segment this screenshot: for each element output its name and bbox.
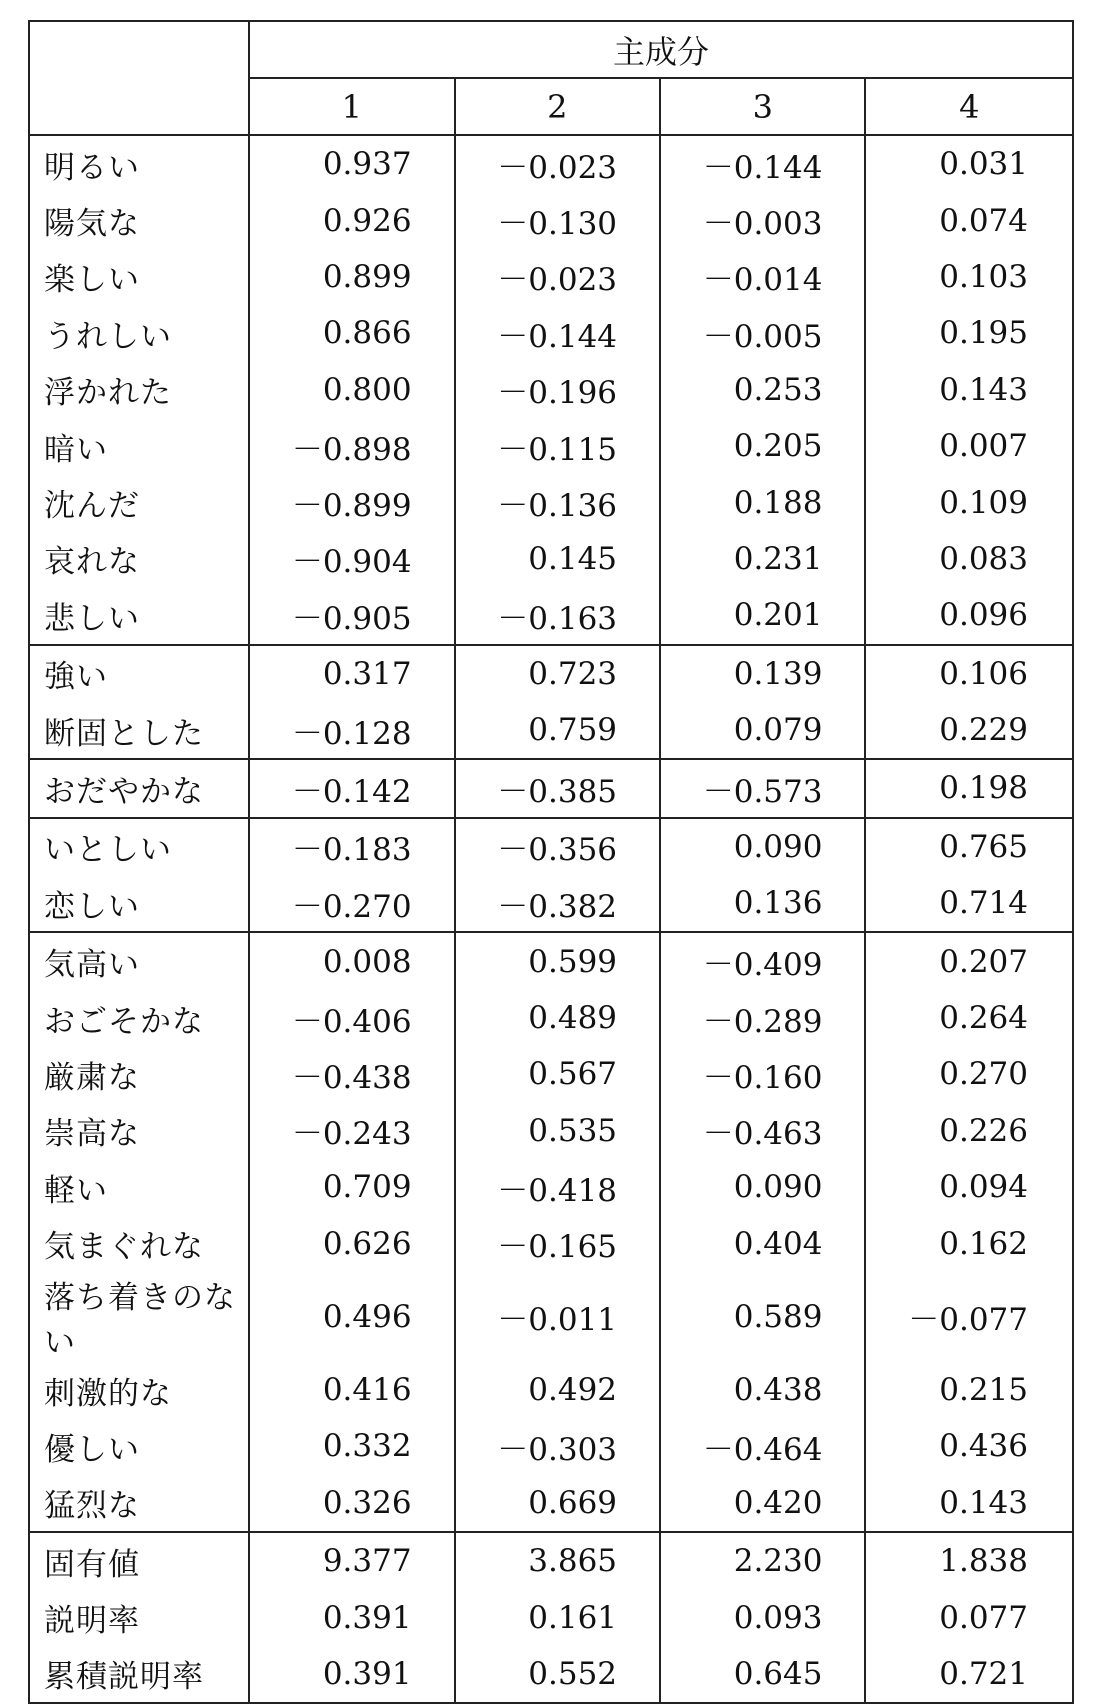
value-cell-component-4: 0.143 bbox=[865, 1475, 1073, 1532]
value-cell-component-1: 0.332 bbox=[249, 1418, 454, 1474]
value-cell-component-2: 0.669 bbox=[455, 1475, 660, 1532]
value-cell-component-3: 0.139 bbox=[660, 645, 865, 702]
value-cell-component-2: 0.723 bbox=[455, 645, 660, 702]
value-cell-component-2: －0.023 bbox=[455, 249, 660, 305]
header-corner-cell bbox=[29, 21, 249, 135]
value-cell-component-2: －0.011 bbox=[455, 1272, 660, 1362]
header-row-group bbox=[29, 21, 1073, 78]
table-body bbox=[29, 135, 1073, 1703]
value-cell-component-1: －0.270 bbox=[249, 875, 454, 932]
value-cell-component-3: 0.420 bbox=[660, 1475, 865, 1532]
row-label: 強い bbox=[29, 645, 249, 702]
value-cell-component-2: －0.382 bbox=[455, 875, 660, 932]
value-cell-component-3: －0.014 bbox=[660, 249, 865, 305]
value-cell-component-3: 0.205 bbox=[660, 418, 865, 474]
value-cell-component-3: －0.463 bbox=[660, 1103, 865, 1159]
table-row bbox=[29, 1159, 1073, 1215]
row-label: 軽い bbox=[29, 1159, 249, 1215]
value-cell-component-1: 0.317 bbox=[249, 645, 454, 702]
value-cell-component-4: 0.103 bbox=[865, 249, 1073, 305]
value-cell-component-2: －0.385 bbox=[455, 759, 660, 817]
value-cell-component-3: 0.188 bbox=[660, 474, 865, 530]
value-cell-component-1: 0.391 bbox=[249, 1589, 454, 1645]
table-row bbox=[29, 702, 1073, 759]
value-cell-component-4: 0.031 bbox=[865, 135, 1073, 192]
value-cell-component-1: 0.416 bbox=[249, 1362, 454, 1418]
table-row bbox=[29, 587, 1073, 644]
principal-component-header: 主成分 bbox=[249, 21, 1073, 78]
value-cell-component-4: 0.229 bbox=[865, 702, 1073, 759]
table-row bbox=[29, 1532, 1073, 1589]
row-label: 恋しい bbox=[29, 875, 249, 932]
row-label: 厳粛な bbox=[29, 1046, 249, 1102]
value-cell-component-1: －0.243 bbox=[249, 1103, 454, 1159]
value-cell-component-4: 0.264 bbox=[865, 990, 1073, 1046]
row-label: うれしい bbox=[29, 305, 249, 361]
value-cell-component-3: －0.005 bbox=[660, 305, 865, 361]
value-cell-component-4: 0.162 bbox=[865, 1215, 1073, 1271]
table-row bbox=[29, 418, 1073, 474]
row-label: 気高い bbox=[29, 932, 249, 989]
row-label: 楽しい bbox=[29, 249, 249, 305]
row-label: 刺激的な bbox=[29, 1362, 249, 1418]
value-cell-component-3: 0.253 bbox=[660, 362, 865, 418]
table-row bbox=[29, 1362, 1073, 1418]
value-cell-component-4: 1.838 bbox=[865, 1532, 1073, 1589]
table-row bbox=[29, 1475, 1073, 1532]
value-cell-component-4: 0.083 bbox=[865, 531, 1073, 587]
value-cell-component-2: －0.023 bbox=[455, 135, 660, 192]
table-row bbox=[29, 759, 1073, 817]
value-cell-component-2: 0.535 bbox=[455, 1103, 660, 1159]
value-cell-component-1: －0.899 bbox=[249, 474, 454, 530]
row-label: 暗い bbox=[29, 418, 249, 474]
row-label: 累積説明率 bbox=[29, 1646, 249, 1703]
table-row bbox=[29, 875, 1073, 932]
value-cell-component-4: 0.143 bbox=[865, 362, 1073, 418]
value-cell-component-3: －0.409 bbox=[660, 932, 865, 989]
table-row bbox=[29, 1418, 1073, 1474]
value-cell-component-4: 0.215 bbox=[865, 1362, 1073, 1418]
value-cell-component-4: 0.094 bbox=[865, 1159, 1073, 1215]
table-row bbox=[29, 135, 1073, 192]
value-cell-component-3: 0.090 bbox=[660, 818, 865, 875]
value-cell-component-3: －0.160 bbox=[660, 1046, 865, 1102]
table-row bbox=[29, 362, 1073, 418]
table-row bbox=[29, 1103, 1073, 1159]
value-cell-component-4: 0.109 bbox=[865, 474, 1073, 530]
column-header-4: 4 bbox=[865, 78, 1073, 135]
value-cell-component-4: 0.077 bbox=[865, 1589, 1073, 1645]
value-cell-component-1: 9.377 bbox=[249, 1532, 454, 1589]
value-cell-component-1: 0.926 bbox=[249, 192, 454, 248]
table-row bbox=[29, 531, 1073, 587]
value-cell-component-2: －0.356 bbox=[455, 818, 660, 875]
row-label: 猛烈な bbox=[29, 1475, 249, 1532]
value-cell-component-3: 0.645 bbox=[660, 1646, 865, 1703]
table-row bbox=[29, 1272, 1073, 1362]
value-cell-component-4: 0.074 bbox=[865, 192, 1073, 248]
row-label: 哀れな bbox=[29, 531, 249, 587]
value-cell-component-2: 3.865 bbox=[455, 1532, 660, 1589]
table-row bbox=[29, 1046, 1073, 1102]
row-label: 崇高な bbox=[29, 1103, 249, 1159]
value-cell-component-2: 0.161 bbox=[455, 1589, 660, 1645]
value-cell-component-4: 0.007 bbox=[865, 418, 1073, 474]
principal-component-table bbox=[28, 20, 1074, 1704]
value-cell-component-3: －0.003 bbox=[660, 192, 865, 248]
value-cell-component-3: 0.136 bbox=[660, 875, 865, 932]
value-cell-component-4: 0.226 bbox=[865, 1103, 1073, 1159]
value-cell-component-1: 0.496 bbox=[249, 1272, 454, 1362]
value-cell-component-2: －0.418 bbox=[455, 1159, 660, 1215]
row-label: 固有値 bbox=[29, 1532, 249, 1589]
table-row bbox=[29, 192, 1073, 248]
value-cell-component-3: －0.573 bbox=[660, 759, 865, 817]
table-row bbox=[29, 474, 1073, 530]
value-cell-component-2: －0.303 bbox=[455, 1418, 660, 1474]
value-cell-component-3: －0.144 bbox=[660, 135, 865, 192]
row-label: 気まぐれな bbox=[29, 1215, 249, 1271]
value-cell-component-4: 0.765 bbox=[865, 818, 1073, 875]
value-cell-component-2: －0.115 bbox=[455, 418, 660, 474]
value-cell-component-1: 0.626 bbox=[249, 1215, 454, 1271]
value-cell-component-1: －0.142 bbox=[249, 759, 454, 817]
row-label: 明るい bbox=[29, 135, 249, 192]
value-cell-component-4: 0.195 bbox=[865, 305, 1073, 361]
value-cell-component-1: －0.905 bbox=[249, 587, 454, 644]
table-row bbox=[29, 645, 1073, 702]
value-cell-component-1: 0.937 bbox=[249, 135, 454, 192]
row-label: 悲しい bbox=[29, 587, 249, 644]
value-cell-component-3: －0.289 bbox=[660, 990, 865, 1046]
value-cell-component-3: －0.464 bbox=[660, 1418, 865, 1474]
row-label: 優しい bbox=[29, 1418, 249, 1474]
value-cell-component-2: 0.759 bbox=[455, 702, 660, 759]
value-cell-component-4: 0.106 bbox=[865, 645, 1073, 702]
value-cell-component-1: 0.326 bbox=[249, 1475, 454, 1532]
row-label: 説明率 bbox=[29, 1589, 249, 1645]
value-cell-component-3: 0.231 bbox=[660, 531, 865, 587]
value-cell-component-4: 0.714 bbox=[865, 875, 1073, 932]
value-cell-component-3: 0.438 bbox=[660, 1362, 865, 1418]
value-cell-component-3: 0.090 bbox=[660, 1159, 865, 1215]
table-row bbox=[29, 249, 1073, 305]
column-header-1: 1 bbox=[249, 78, 454, 135]
value-cell-component-3: 0.589 bbox=[660, 1272, 865, 1362]
value-cell-component-3: 0.093 bbox=[660, 1589, 865, 1645]
value-cell-component-4: 0.198 bbox=[865, 759, 1073, 817]
value-cell-component-2: －0.136 bbox=[455, 474, 660, 530]
value-cell-component-3: 0.404 bbox=[660, 1215, 865, 1271]
value-cell-component-4: 0.270 bbox=[865, 1046, 1073, 1102]
value-cell-component-4: 0.721 bbox=[865, 1646, 1073, 1703]
table-wrapper bbox=[28, 20, 1074, 1704]
value-cell-component-1: －0.898 bbox=[249, 418, 454, 474]
value-cell-component-2: 0.489 bbox=[455, 990, 660, 1046]
value-cell-component-1: －0.406 bbox=[249, 990, 454, 1046]
value-cell-component-2: －0.196 bbox=[455, 362, 660, 418]
value-cell-component-1: －0.128 bbox=[249, 702, 454, 759]
value-cell-component-1: －0.904 bbox=[249, 531, 454, 587]
table-row bbox=[29, 1646, 1073, 1703]
row-label: おごそかな bbox=[29, 990, 249, 1046]
table-row bbox=[29, 932, 1073, 989]
value-cell-component-3: 0.201 bbox=[660, 587, 865, 644]
row-label: 陽気な bbox=[29, 192, 249, 248]
row-label: 沈んだ bbox=[29, 474, 249, 530]
value-cell-component-3: 0.079 bbox=[660, 702, 865, 759]
row-label: 落ち着きのない bbox=[29, 1272, 249, 1362]
row-label: いとしい bbox=[29, 818, 249, 875]
value-cell-component-4: －0.077 bbox=[865, 1272, 1073, 1362]
value-cell-component-1: 0.391 bbox=[249, 1646, 454, 1703]
value-cell-component-2: －0.163 bbox=[455, 587, 660, 644]
value-cell-component-1: 0.899 bbox=[249, 249, 454, 305]
value-cell-component-1: －0.183 bbox=[249, 818, 454, 875]
value-cell-component-4: 0.096 bbox=[865, 587, 1073, 644]
column-header-2: 2 bbox=[455, 78, 660, 135]
table-row bbox=[29, 305, 1073, 361]
table-row bbox=[29, 990, 1073, 1046]
value-cell-component-2: －0.144 bbox=[455, 305, 660, 361]
table-row bbox=[29, 1215, 1073, 1271]
table-row bbox=[29, 818, 1073, 875]
column-header-3: 3 bbox=[660, 78, 865, 135]
value-cell-component-1: －0.438 bbox=[249, 1046, 454, 1102]
value-cell-component-1: 0.008 bbox=[249, 932, 454, 989]
value-cell-component-2: 0.567 bbox=[455, 1046, 660, 1102]
value-cell-component-1: 0.866 bbox=[249, 305, 454, 361]
row-label: おだやかな bbox=[29, 759, 249, 817]
table-row bbox=[29, 1589, 1073, 1645]
value-cell-component-2: －0.165 bbox=[455, 1215, 660, 1271]
value-cell-component-3: 2.230 bbox=[660, 1532, 865, 1589]
value-cell-component-4: 0.436 bbox=[865, 1418, 1073, 1474]
value-cell-component-2: 0.145 bbox=[455, 531, 660, 587]
value-cell-component-2: －0.130 bbox=[455, 192, 660, 248]
value-cell-component-2: 0.599 bbox=[455, 932, 660, 989]
value-cell-component-4: 0.207 bbox=[865, 932, 1073, 989]
value-cell-component-2: 0.492 bbox=[455, 1362, 660, 1418]
value-cell-component-2: 0.552 bbox=[455, 1646, 660, 1703]
row-label: 断固とした bbox=[29, 702, 249, 759]
value-cell-component-1: 0.800 bbox=[249, 362, 454, 418]
value-cell-component-1: 0.709 bbox=[249, 1159, 454, 1215]
row-label: 浮かれた bbox=[29, 362, 249, 418]
